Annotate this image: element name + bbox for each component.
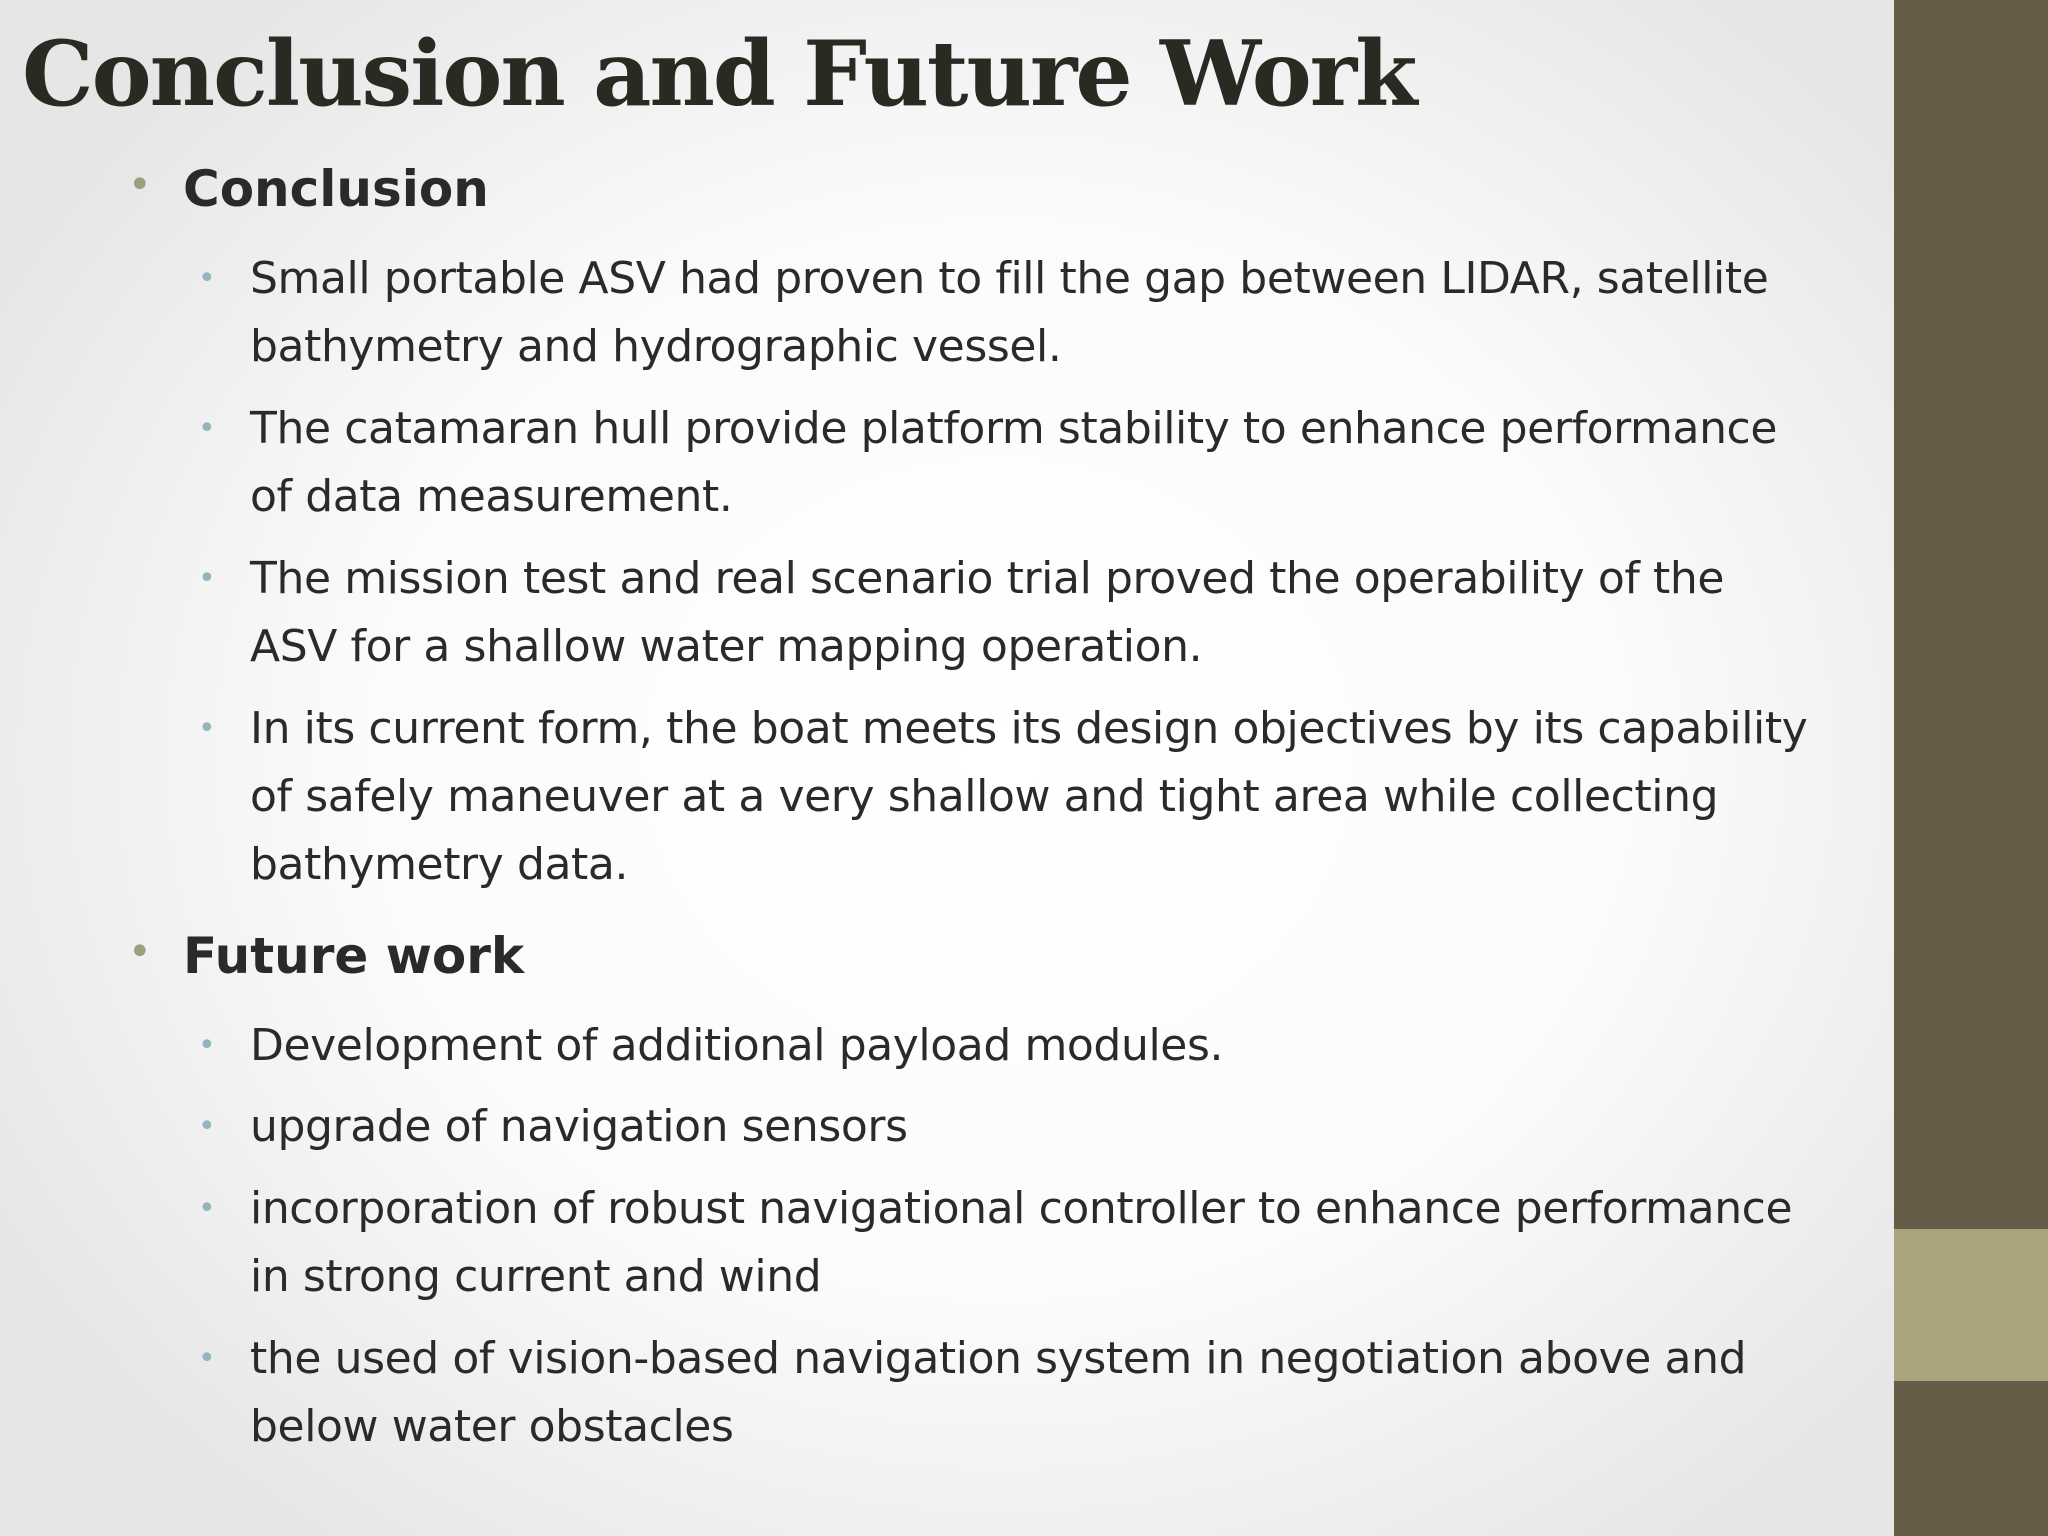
item-text: Development of additional payload modules. xyxy=(250,1020,1224,1071)
item-text: the used of vision-based navigation system in negotiation above and below water obstacles xyxy=(250,1333,1747,1452)
item-text: The catamaran hull provide platform stability to enhance performance of data measurement. xyxy=(250,403,1778,522)
item-bullet: • xyxy=(198,1341,216,1376)
item-bullet: • xyxy=(198,1028,216,1063)
section-bullet: • xyxy=(128,162,152,208)
item-text: In its current form, the boat meets its design objectives by its capability of safely maneuver at a very shallow and tight area while collecting bathymetry data. xyxy=(250,703,1808,890)
section-bullet: • xyxy=(128,929,152,975)
item-bullet: • xyxy=(198,711,216,746)
item-text: incorporation of robust navigational controller to enhance performance in strong current and wind xyxy=(250,1183,1793,1302)
slide-title: Conclusion and Future Work xyxy=(22,21,1416,127)
item-bullet: • xyxy=(198,1109,216,1144)
item-text: Small portable ASV had proven to fill the gap between LIDAR, satellite bathymetry and hydrographic vessel. xyxy=(250,253,1769,372)
item-text: The mission test and real scenario trial proved the operability of the ASV for a shallow water mapping operation. xyxy=(250,553,1725,672)
section-heading: Future work xyxy=(183,927,525,985)
section-heading: Conclusion xyxy=(183,160,489,218)
item-text: upgrade of navigation sensors xyxy=(250,1101,908,1152)
sidebar-accent-band xyxy=(1894,1229,2048,1381)
item-bullet: • xyxy=(198,261,216,296)
item-bullet: • xyxy=(198,411,216,446)
item-bullet: • xyxy=(198,1191,216,1226)
item-bullet: • xyxy=(198,561,216,596)
